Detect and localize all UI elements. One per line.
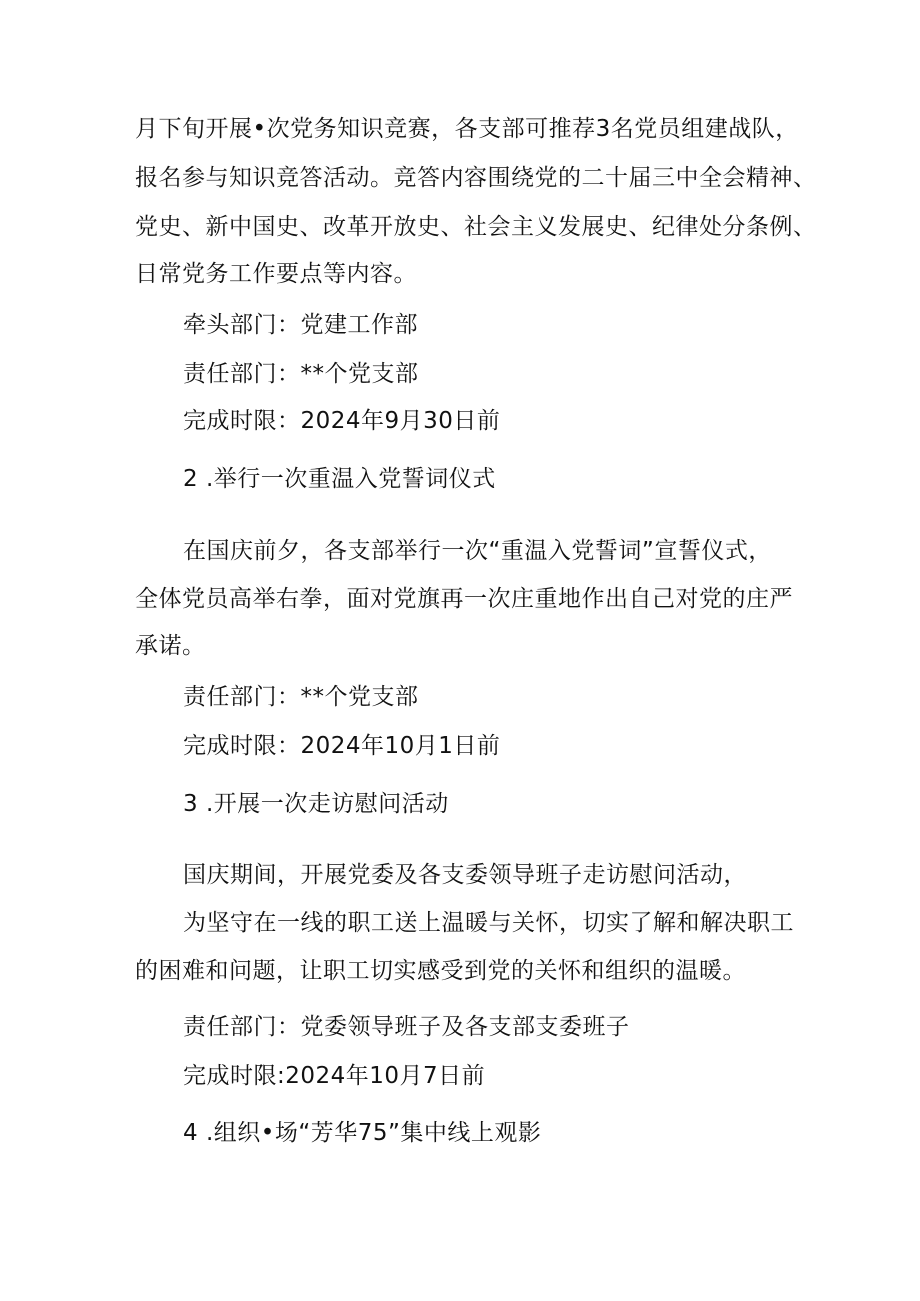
paragraph-line: 在国庆前夕，各支部举行一次“重温入党誓词”宣誓仪式， (183, 538, 772, 564)
deadline: 完成时限：2024年10月1日前 (183, 733, 501, 759)
paragraph-line: 报名参与知识竞答活动。竞答内容围绕党的二十届三中全会精神、 (135, 165, 817, 191)
paragraph-line: 全体党员高举右拳，面对党旗再一次庄重地作出自己对党的庄严 (135, 586, 793, 612)
paragraph-line: 党史、新中国史、改革开放史、社会主义发展史、纪律处分条例、 (135, 214, 817, 240)
section-heading: 2 .举行一次重温入党誓词仪式 (183, 466, 496, 492)
paragraph-line: 日常党务工作要点等内容。 (135, 261, 417, 287)
deadline: 完成时限：2024年9月30日前 (183, 408, 501, 434)
responsible-department: 责任部门：党委领导班子及各支部支委班子 (183, 1014, 630, 1040)
paragraph-line: 的困难和问题，让职工切实感受到党的关怀和组织的温暖。 (135, 958, 746, 984)
responsible-department: 责任部门：**个党支部 (183, 684, 419, 710)
lead-department: 牵头部门：党建工作部 (183, 312, 418, 338)
paragraph-line: 承诺。 (135, 633, 206, 659)
responsible-department: 责任部门：**个党支部 (183, 361, 419, 387)
paragraph-line: 国庆期间，开展党委及各支委领导班子走访慰问活动， (183, 862, 747, 888)
section-heading: 4 .组织•场“芳华75”集中线上观影 (183, 1120, 542, 1146)
deadline: 完成时限:2024年10月7日前 (183, 1063, 486, 1089)
paragraph-line: 月下旬开展•次党务知识竞赛，各支部可推荐3名党员组建战队， (135, 116, 799, 142)
paragraph-line: 为坚守在一线的职工送上温暖与关怀，切实了解和解决职工 (183, 910, 794, 936)
section-heading: 3 .开展一次走访慰问活动 (183, 791, 449, 817)
